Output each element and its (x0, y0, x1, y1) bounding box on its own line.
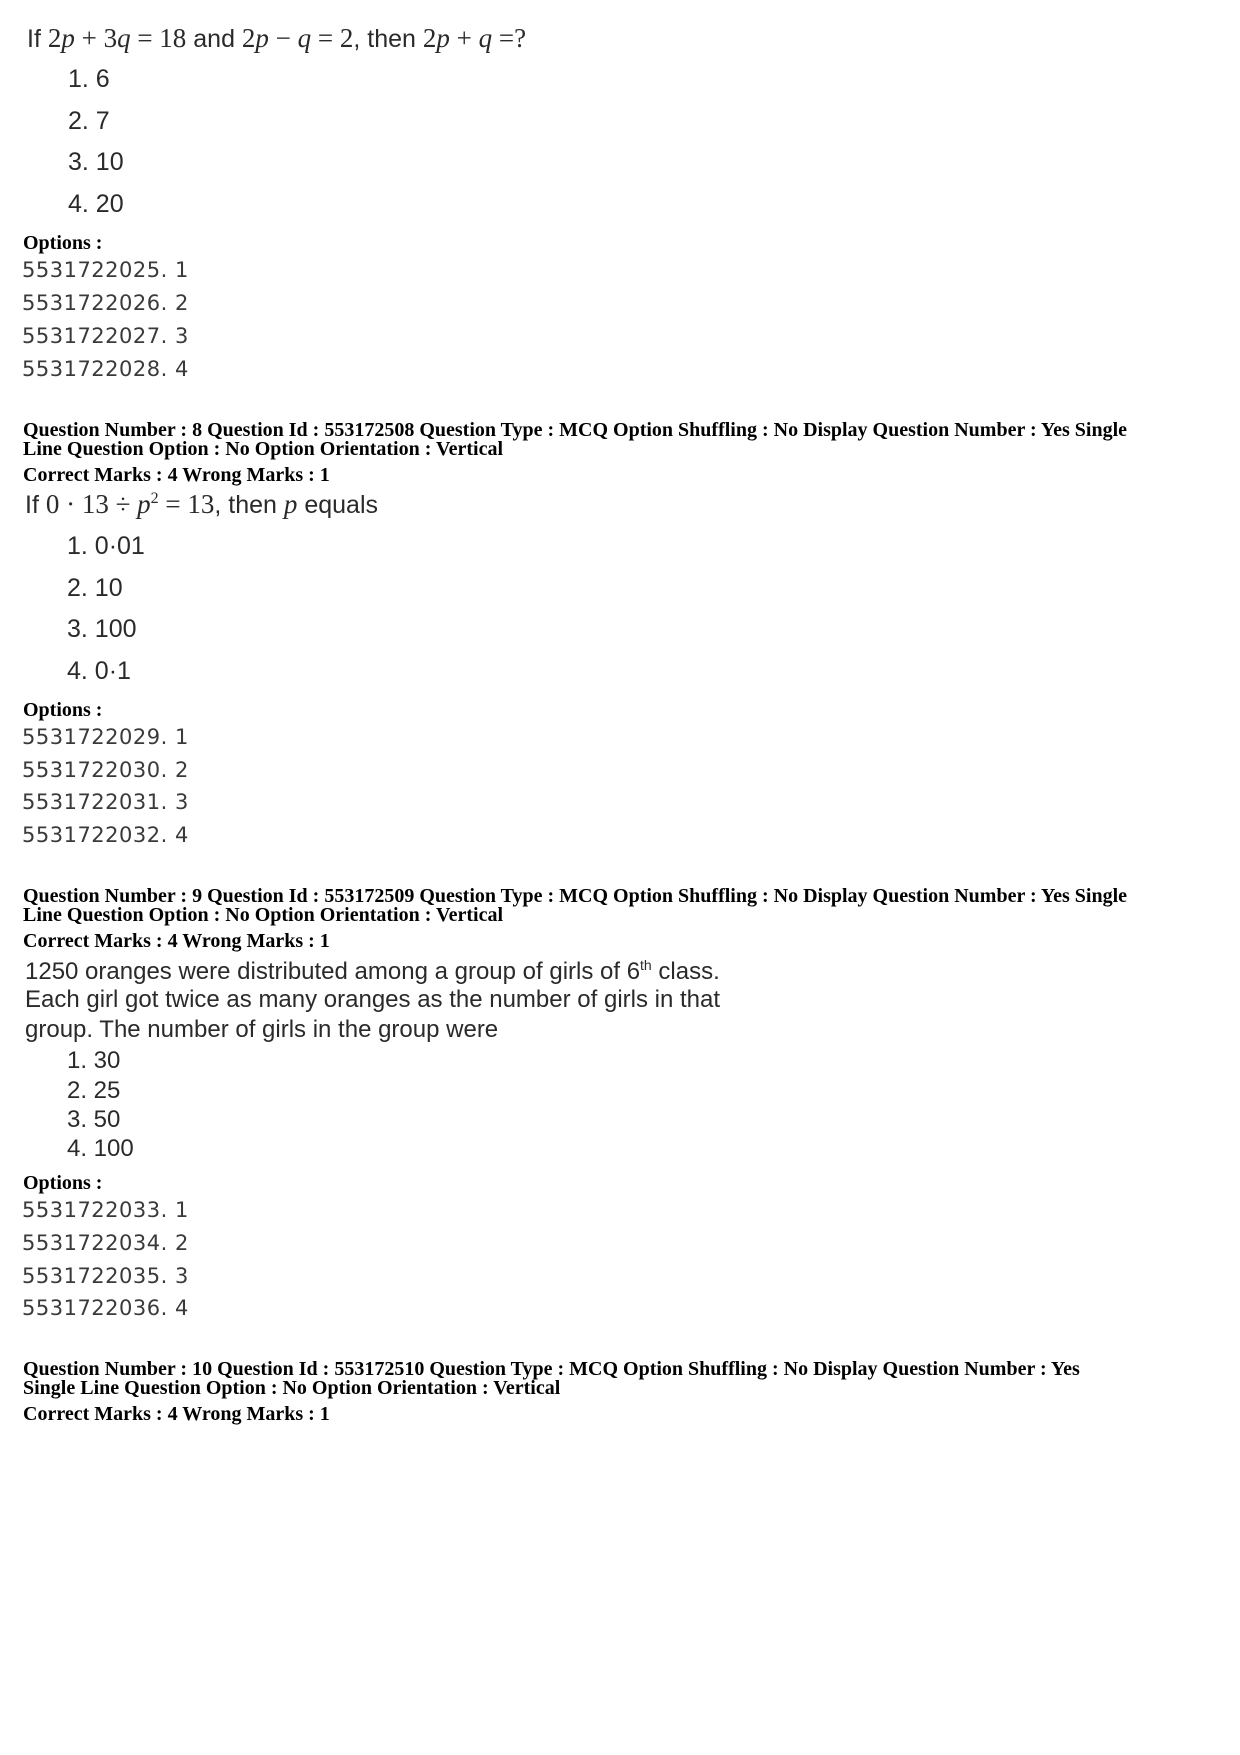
q8-question-text: If $0 \cdot 13 \div p^2 = 13$, then p equals (25, 489, 379, 519)
q8-choice-2: 2. 10 (67, 574, 123, 602)
q8-option-id-4: 5531722032. 4 (22, 823, 189, 847)
q9-question-line-2: Each girl got twice as many oranges as the number of girls in that (25, 986, 721, 1013)
q9-choice-4: 4. 100 (67, 1135, 134, 1162)
q9-choice-1: 1. 30 (67, 1047, 121, 1074)
q9-option-id-2: 5531722034. 2 (22, 1231, 189, 1255)
q9-question-line-1: 1250 oranges were distributed among a group of girls of 6th class. (25, 957, 720, 985)
q9-meta-line-1: Question Number : 9 Question Id : 553172509 Question Type : MCQ Option Shuffling : No Display Question Number : Yes Single (23, 885, 1128, 907)
q7-option-id-3: 5531722027. 3 (22, 324, 189, 348)
q9-option-id-4: 5531722036. 4 (22, 1296, 189, 1320)
q7-option-id-1: 5531722025. 1 (22, 258, 189, 282)
q10-marks-line: Correct Marks : 4 Wrong Marks : 1 (23, 1403, 330, 1425)
q8-option-id-1: 5531722029. 1 (22, 725, 189, 749)
q9-meta-line-2: Line Question Option : No Option Orientation : Vertical (23, 904, 504, 926)
q8-options-label: Options : (23, 699, 103, 721)
q8-meta-line-1: Question Number : 8 Question Id : 553172508 Question Type : MCQ Option Shuffling : No Display Question Number : Yes Single (23, 419, 1128, 441)
q7-choice-4: 4. 20 (68, 190, 124, 218)
q8-choice-1: 1. 0·01 (67, 532, 145, 560)
q9-choice-3: 3. 50 (67, 1106, 121, 1133)
q7-options-label: Options : (23, 232, 103, 254)
q9-option-id-1: 5531722033. 1 (22, 1198, 189, 1222)
q10-meta-line-1: Question Number : 10 Question Id : 553172510 Question Type : MCQ Option Shuffling : No Display Question Number : Yes (23, 1358, 1080, 1380)
q8-choice-4: 4. 0·1 (67, 657, 131, 685)
q9-question-line-3: group. The number of girls in the group were (25, 1016, 499, 1043)
q8-option-id-2: 5531722030. 2 (22, 758, 189, 782)
q8-marks-line: Correct Marks : 4 Wrong Marks : 1 (23, 464, 330, 486)
q8-meta-line-2: Line Question Option : No Option Orientation : Vertical (23, 438, 504, 460)
q7-option-id-4: 5531722028. 4 (22, 357, 189, 381)
q9-options-label: Options : (23, 1172, 103, 1194)
q7-choice-1: 1. 6 (68, 65, 110, 93)
q8-choice-3: 3. 100 (67, 615, 137, 643)
q7-option-id-2: 5531722026. 2 (22, 291, 189, 315)
q9-marks-line: Correct Marks : 4 Wrong Marks : 1 (23, 930, 330, 952)
q7-choice-2: 2. 7 (68, 107, 110, 135)
q9-option-id-3: 5531722035. 3 (22, 1264, 189, 1288)
q7-choice-3: 3. 10 (68, 148, 124, 176)
q7-question-text: If 2p + 3q = 18 and 2p − q = 2, then 2p + q =? (27, 23, 527, 53)
q10-meta-line-2: Single Line Question Option : No Option Orientation : Vertical (23, 1377, 561, 1399)
q8-option-id-3: 5531722031. 3 (22, 790, 189, 814)
q9-choice-2: 2. 25 (67, 1077, 121, 1104)
